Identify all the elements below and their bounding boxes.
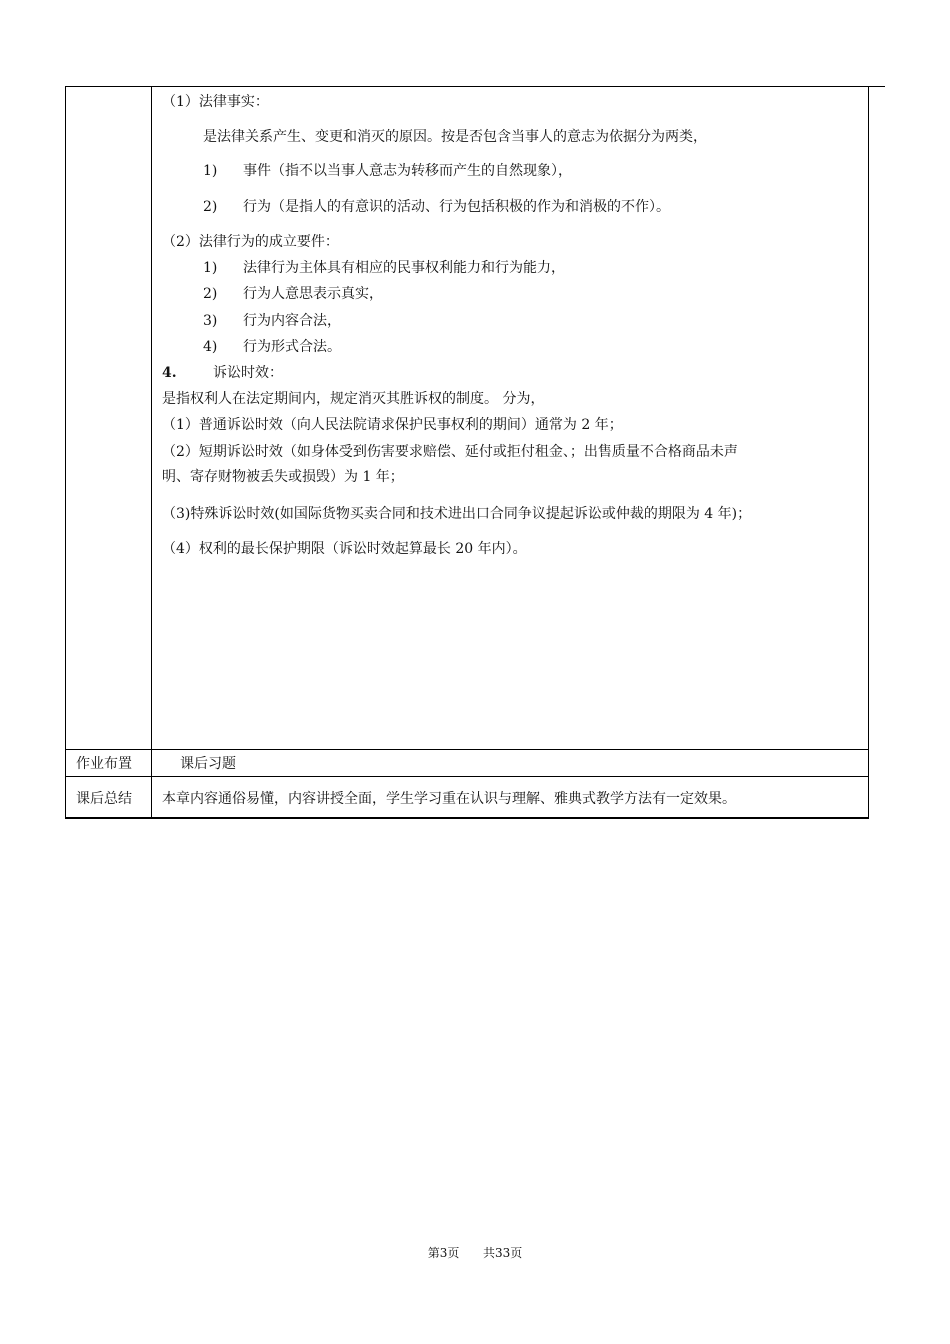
list-item-number: 1) xyxy=(203,163,218,179)
list-item-text: 行为内容合法， xyxy=(243,313,341,329)
limitation-item-4: （4）权利的最长保护期限（诉讼时效起算最长 20 年内）。 xyxy=(162,541,527,557)
list-item-number: 3) xyxy=(203,313,218,329)
list-item-number: 2) xyxy=(203,199,218,215)
limitation-paragraph: 是指权利人在法定期间内，规定消灭其胜诉权的制度。 分为， xyxy=(162,391,545,407)
table-right-border xyxy=(868,86,869,819)
table-column-divider xyxy=(151,86,152,819)
limitation-item-3: （3)特殊诉讼时效(如国际货物买卖合同和技术进出口合同争议提起诉讼或仲裁的期限为 4 年)； xyxy=(162,506,752,522)
list-item-number: 2) xyxy=(203,286,218,302)
legal-fact-heading: （1）法律事实： xyxy=(162,94,269,110)
page-footer xyxy=(0,1244,950,1261)
list-item-text: 事件（指不以当事人意志为转移而产生的自然现象）， xyxy=(243,163,572,179)
limitation-item-2-cont: 明、寄存财物被丢失或损毁）为 1 年； xyxy=(162,469,404,485)
list-item-number: 1) xyxy=(203,260,218,276)
table-left-border xyxy=(65,86,66,819)
row-divider-summary xyxy=(65,776,869,777)
summary-value: 本章内容通俗易懂，内容讲授全面，学生学习重在认识与理解、雅典式教学方法有一定效果。 xyxy=(162,791,736,807)
list-item-number: 4) xyxy=(203,339,218,355)
limitation-item-2: （2）短期诉讼时效（如身体受到伤害要求赔偿、延付或拒付租金、；出售质量不合格商品未声 xyxy=(162,444,738,460)
table-bottom-border xyxy=(65,817,869,819)
section-title: 诉讼时效： xyxy=(213,365,283,381)
homework-value: 课后习题 xyxy=(180,756,236,772)
table-top-border xyxy=(65,86,885,87)
homework-label: 作业布置 xyxy=(76,756,132,772)
limitation-item-1: （1）普通诉讼时效（向人民法院请求保护民事权利的期间）通常为 2 年； xyxy=(162,417,623,433)
page-total: 共33页 xyxy=(483,1246,523,1260)
legal-act-heading: （2）法律行为的成立要件： xyxy=(162,234,339,250)
page-number: 第3页 xyxy=(427,1246,460,1260)
list-item-text: 法律行为主体具有相应的民事权利能力和行为能力， xyxy=(243,260,565,276)
list-item-text: 行为人意思表示真实， xyxy=(243,286,383,302)
section-number: 4. xyxy=(162,365,177,381)
legal-fact-paragraph: 是法律关系产生、变更和消灭的原因。按是否包含当事人的意志为依据分为两类， xyxy=(203,129,707,145)
row-divider-homework xyxy=(65,749,869,750)
list-item-text: 行为形式合法。 xyxy=(243,339,341,355)
summary-label: 课后总结 xyxy=(76,791,132,807)
list-item-text: 行为（是指人的有意识的活动、行为包括积极的作为和消极的不作）。 xyxy=(243,199,670,215)
